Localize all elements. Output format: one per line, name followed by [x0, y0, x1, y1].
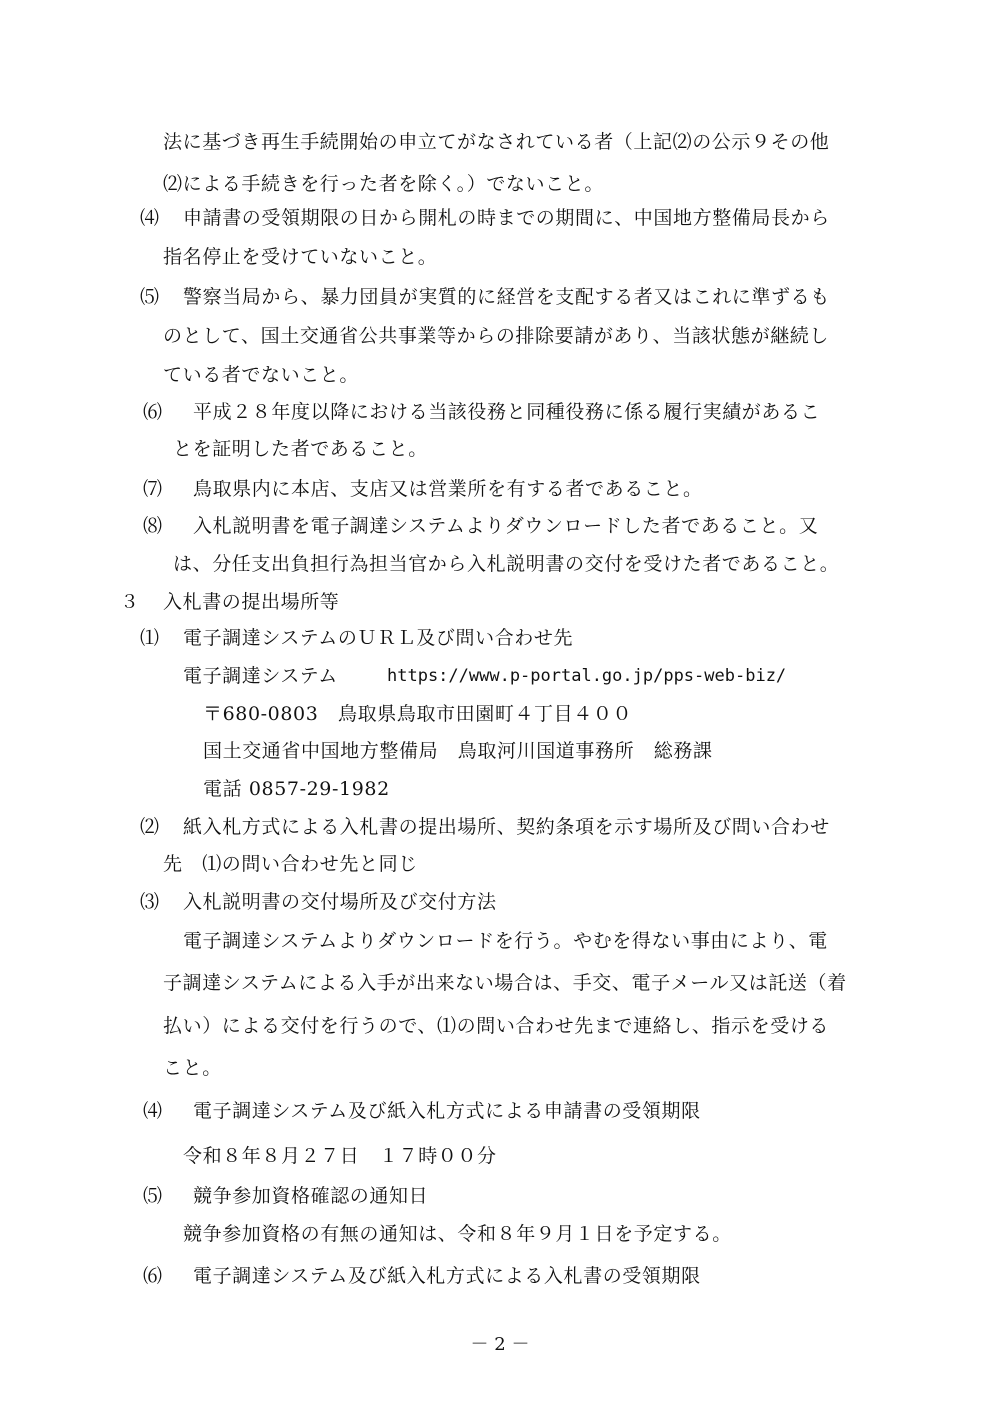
item-number: ⑺ — [143, 478, 163, 500]
paragraph-line: のとして、国土交通省公共事業等からの排除要請があり、当該状態が継続し — [163, 325, 830, 347]
paragraph-line: 電子調達システムのＵＲＬ及び問い合わせ先 — [183, 627, 574, 649]
paragraph-line: 紙入札方式による入札書の提出場所、契約条項を示す場所及び問い合わせ — [183, 816, 830, 838]
deadline-line: 令和８年８月２７日 １７時００分 — [183, 1145, 497, 1167]
item-number: ⑸ — [143, 1185, 163, 1207]
paragraph-line: 平成２８年度以降における当該役務と同種役務に係る履行実績があるこ — [193, 401, 821, 423]
item-number: ⑴ — [140, 627, 160, 649]
item-number: ⑷ — [143, 1100, 163, 1122]
paragraph-line: 競争参加資格の有無の通知は、令和８年９月１日を予定する。 — [183, 1223, 732, 1245]
paragraph-line: 電子調達システムよりダウンロードを行う。やむを得ない事由により、電 — [183, 930, 828, 952]
item-number: ⑵ — [140, 816, 160, 838]
paragraph-line: 先 ⑴の問い合わせ先と同じ — [163, 853, 418, 875]
paragraph-line: 子調達システムによる入手が出来ない場合は、手交、電子メール又は託送（着 — [163, 972, 847, 994]
paragraph-line: 法に基づき再生手続開始の申立てがなされている者（上記⑵の公示９その他 — [163, 131, 830, 153]
item-number: ⑷ — [140, 207, 160, 229]
paragraph-line: 競争参加資格確認の通知日 — [193, 1185, 429, 1207]
procurement-url-link[interactable]: https://www.p-portal.go.jp/pps-web-biz/ — [387, 666, 787, 686]
item-number: ⑹ — [143, 401, 163, 423]
item-number: ⑹ — [143, 1265, 163, 1287]
item-number: ⑸ — [140, 286, 160, 308]
paragraph-line: ⑵による手続きを行った者を除く。）でないこと。 — [163, 173, 604, 195]
paragraph-line: ている者でないこと。 — [163, 364, 360, 386]
paragraph-line: 電子調達システム及び紙入札方式による申請書の受領期限 — [193, 1100, 701, 1122]
section-number: ３ — [120, 591, 140, 613]
item-number: ⑻ — [143, 515, 163, 537]
address-line: 国土交通省中国地方整備局 鳥取河川国道事務所 総務課 — [203, 740, 713, 762]
paragraph-line: 申請書の受領期限の日から開札の時までの期間に、中国地方整備局長から — [183, 207, 830, 229]
paragraph-line: とを証明した者であること。 — [173, 438, 428, 460]
phone-line: 電話 0857-29-1982 — [203, 778, 390, 800]
paragraph-line: 鳥取県内に本店、支店又は営業所を有する者であること。 — [193, 478, 703, 500]
item-number: ⑶ — [140, 891, 160, 913]
paragraph-line: 入札説明書の交付場所及び交付方法 — [183, 891, 497, 913]
paragraph-line: は、分任支出負担行為担当官から入札説明書の交付を受けた者であること。 — [173, 553, 840, 575]
section-heading: 入札書の提出場所等 — [163, 591, 340, 613]
paragraph-line: 指名停止を受けていないこと。 — [163, 246, 438, 268]
paragraph-line: 警察当局から、暴力団員が実質的に経営を支配する者又はこれに準ずるも — [183, 286, 830, 308]
address-line: 〒680-0803 鳥取県鳥取市田園町４丁目４００ — [203, 703, 633, 725]
paragraph-line: こと。 — [163, 1057, 222, 1079]
paragraph-line: 入札説明書を電子調達システムよりダウンロードした者であること。又 — [193, 515, 819, 537]
paragraph-line: 電子調達システム及び紙入札方式による入札書の受領期限 — [193, 1265, 701, 1287]
paragraph-line: 払い）による交付を行うので、⑴の問い合わせ先まで連絡し、指示を受ける — [163, 1015, 830, 1037]
paragraph-line: 電子調達システム — [183, 665, 338, 687]
page-number: － 2 － — [470, 1334, 530, 1355]
